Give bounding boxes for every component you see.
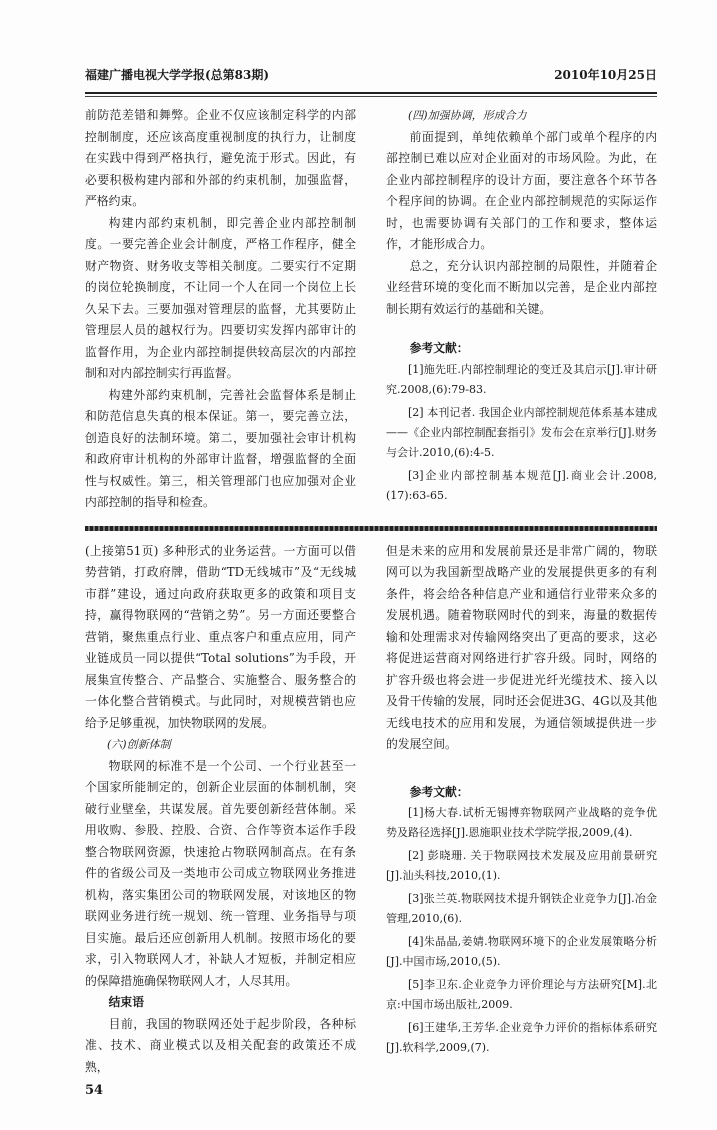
bottom-article-section: [85, 541, 657, 1101]
bottom-left-column: [85, 541, 356, 1101]
subheading: (四)加强协调，形成合力: [408, 109, 527, 122]
reference-item: [2] 本刊记者. 我国企业内部控制规范体系基本建成——《企业内部控制配套指引》发布会在京举行[J].财务与会计.2010,(6):4-5.: [386, 405, 657, 459]
reference-item: [2] 彭晓珊. 关于物联网技术发展及应用前景研究[J].汕头科技,2010,(1).: [386, 849, 657, 882]
reference-item: [3]张兰英.物联网技术提升钢铁企业竞争力[J].冶金管理,2010,(6).: [386, 892, 657, 925]
reference-item: [3]企业内部控制基本规范[J].商业会计.2008,(17):63-65.: [386, 468, 657, 502]
page-number: 54: [85, 1083, 104, 1098]
reference-item: [6]王建华,王芳华.企业竞争力评价的指标体系研究[J].软科学,2009,(7).: [386, 1021, 657, 1054]
paragraph: 前防范差错和舞弊。企业不仅应该制定科学的内部控制制度，还应该高度重视制度的执行力，让制度在实践中得到严格执行，避免流于形式。因此，有必要积极构建内部和外部的约束机制，加强监督，严格约束。: [85, 108, 356, 208]
paragraph: (上接第51页) 多种形式的业务运营。一方面可以借势营销，打政府牌，借助“TD无线城市”及“无线城市群”建设，通过向政府获取更多的政策和项目支持，赢得物联网的“营销之势”。另一方面还要整合营销，聚焦重点行业、重点客户和重点应用，同产业链成员一同以提供“Total solutions”为手段，开展集宣传整合、产品整合、实施整合、服务整合的一体化整合营销模式。与此同时，对规模营销也应给予足够重视，加快物联网的发展。: [85, 543, 356, 730]
top-right-column: [386, 105, 657, 509]
running-header-journal: 福建广播电视大学学报(总第83期): [85, 68, 270, 82]
subheading: (六)创新体制: [107, 738, 171, 751]
reference-item: [1]杨大春.试析无锡博弈物联网产业战略的竞争优势及路径选择[J].恩施职业技术学院学报,2009,(4).: [386, 806, 657, 839]
paragraph: 前面提到，单纯依赖单个部门或单个程序的内部控制已难以应对企业面对的市场风险。为此，在企业内部控制程序的设计方面，要注意各个环节各个程序间的协调。在企业内部控制规范的实际运作时，也需要协调有关部门的工作和要求，整体运作，才能形成合力。: [386, 129, 657, 251]
top-article-section: [85, 105, 657, 514]
paragraph: 构建内部约束机制，即完善企业内部控制制度。一要完善企业会计制度，严格工作程序，健全财产物资、财务收支等相关制度。二要实行不定期的岗位轮换制度，不让同一个人在同一个岗位上长久呆下去。三要加强对管理层的监督，尤其要防止管理层人员的越权行为。四要切实发挥内部审计的监督作用，为企业内部控制提供较高层次的内部控制和对内部控制实行再监督。: [85, 215, 356, 380]
reference-item: [4]朱晶晶,姜婧.物联网环境下的企业发展策略分析[J].中国市场,2010,(5).: [386, 935, 657, 968]
running-header: [85, 66, 657, 84]
paragraph: 物联网的标准不是一个公司、一个行业甚至一个国家所能制定的，创新企业层面的体制机制，突破行业壁垒，共谋发展。首先要创新经营体制。采用收购、参股、控股、合资、合作等资本运作手段整合物联网资源，快速抢占物联网制高点。在有条件的省级公司及一类地市公司成立物联网业务推进机构，落实集团公司的物联网发展，对该地区的物联网业务进行统一规划、统一管理、业务指导与项目实施。最后还应创新用人机制。按照市场化的要求，引入物联网人才，补缺人才短板，并制定相应的保障措施确保物联网人才，人尽其用。: [85, 758, 356, 988]
references-heading: 参考文献：: [409, 341, 469, 355]
paragraph: 总之，充分认识内部控制的局限性，并随着企业经营环境的变化而不断加以完善，是企业内部控制长期有效运行的基础和关键。: [386, 258, 657, 316]
article-separator: [85, 526, 657, 531]
paragraph: 但是未来的应用和发展前景还是非常广阔的，物联网可以为我国新型战略产业的发展提供更多的有利条件，将会给各种信息产业和通信行业带来众多的发展机遇。随着物联网时代的到来，海量的数据传输和处理需求对传输网络突出了更高的要求，这必将促进运营商对网络进行扩容升级。同时，网络的扩容升级也将会进一步促进光纤光缆技术、接入以及骨干传输的发展，同时还会促进3G、4G以及其他无线电技术的应用和发展，为通信领域提供进一步的发展空间。: [386, 543, 657, 751]
paragraph: 构建外部约束机制，完善社会监督体系是制止和防范信息失真的根本保证。第一，要完善立法，创造良好的法制环境。第二，要加强社会审计机构和政府审计机构的外部审计监督，增强监督的全面性与权威性。第三，相关管理部门也应加强对企业内部控制的指导和检查。: [85, 387, 356, 509]
reference-item: [5]李卫东.企业竞争力评价理论与方法研究[M].北京:中国市场出版社,2009.: [386, 978, 657, 1011]
conclusion-heading: 结束语: [108, 995, 144, 1009]
bottom-right-column: [386, 541, 657, 1062]
running-header-date: 2010年10月25日: [554, 68, 657, 82]
header-rule: [85, 92, 657, 94]
top-left-column: [85, 105, 356, 514]
header-rule-thin: [85, 96, 657, 97]
references-heading: 参考文献：: [409, 784, 469, 799]
reference-item: [1]施先旺.内部控制理论的变迁及其启示[J].审计研究.2008,(6):79-83.: [386, 362, 657, 396]
paragraph: 目前，我国的物联网还处于起步阶段，各种标准、技术、商业模式以及相关配套的政策还不成熟，: [85, 1016, 356, 1074]
